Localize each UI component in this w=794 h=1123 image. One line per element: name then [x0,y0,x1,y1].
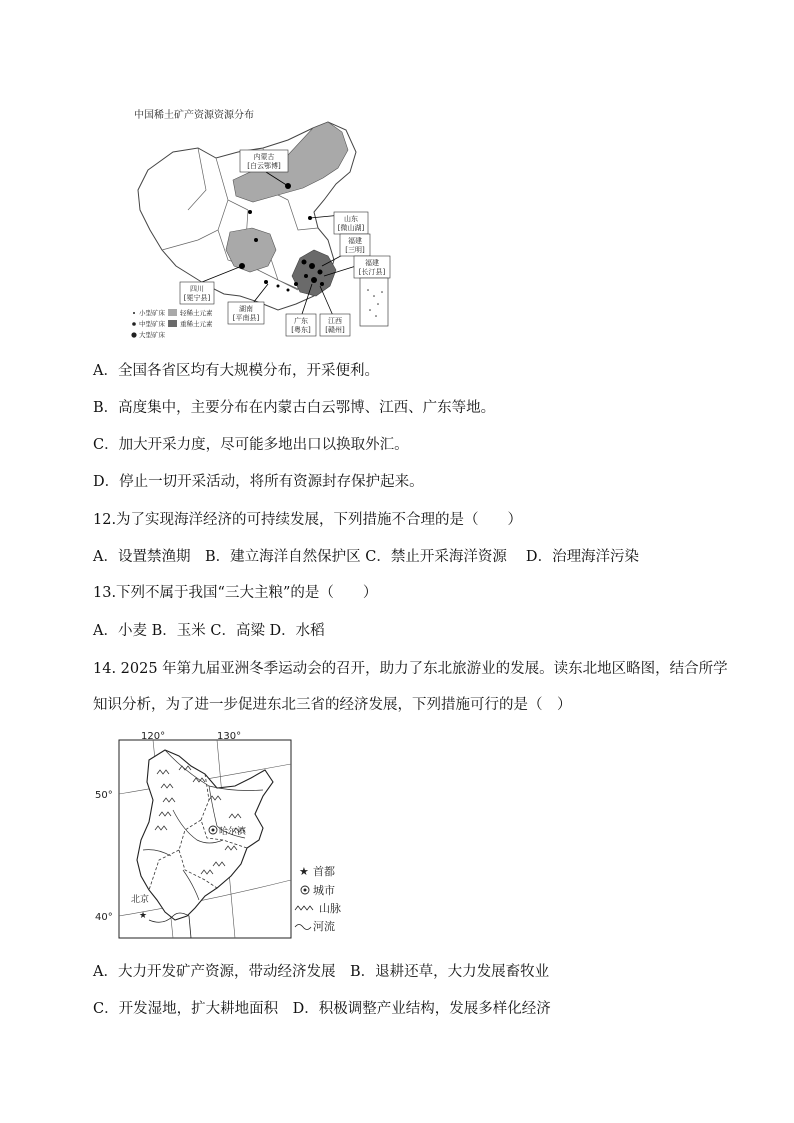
svg-text:中型矿床: 中型矿床 [139,320,165,328]
svg-text:广东: 广东 [294,317,308,325]
svg-text:哈尔滨: 哈尔滨 [219,827,247,837]
q11-option-d: D．停止一切开采活动，将所有资源封存保护起来。 [93,474,424,490]
label-jiangxi [320,314,350,336]
svg-text:★: ★ [139,911,148,921]
q14-options-line1: A．大力开发矿产资源，带动经济发展 B．退耕还草，大力发展畜牧业 [93,964,550,980]
svg-text:小型矿床: 小型矿床 [139,309,165,317]
svg-text:[三明]: [三明] [345,246,365,254]
svg-text:河流: 河流 [313,920,335,933]
q12-options: A．设置禁渔期 B．建立海洋自然保护区 C．禁止开采海洋资源 D．治理海洋污染 [93,549,640,565]
svg-text:内蒙古: 内蒙古 [253,153,275,161]
svg-text:120°: 120° [141,731,166,742]
q12-stem: 12.为了实现海洋经济的可持续发展，下列措施不合理的是（ ） [93,512,523,528]
svg-text:[赣州]: [赣州] [325,326,345,334]
svg-text:福建: 福建 [348,237,362,245]
svg-text:[冕宁县]: [冕宁县] [183,294,211,302]
q14-stem-line2: 知识分析，为了进一步促进东北三省的经济发展，下列措施可行的是（ ） [93,697,572,713]
label-neimenggu [240,150,288,172]
label-guangdong [286,314,316,336]
svg-text:大型矿床: 大型矿床 [139,331,165,339]
label-fujian-changting [354,256,390,278]
map1-legend [131,308,213,339]
map2-legend [295,864,341,933]
svg-text:首都: 首都 [313,865,335,878]
label-sichuan [180,282,214,304]
rare-earth-map [128,100,398,340]
svg-text:130°: 130° [217,731,242,742]
northeast-china-map [95,730,358,945]
q14-stem-line1: 14. 2025 年第九届亚洲冬季运动会的召开，助力了东北旅游业的发展。读东北地区略图，结合所学 [93,661,728,677]
svg-text:40°: 40° [95,912,113,923]
q13-options: A．小麦 B．玉米 C．高粱 D．水稻 [93,623,325,639]
svg-text:[白云鄂博]: [白云鄂博] [247,162,281,170]
label-shandong [334,212,368,234]
svg-text:山东: 山东 [344,215,358,223]
label-hunan [228,302,264,324]
q14-options-line2: C．开发湿地，扩大耕地面积 D．积极调整产业结构，发展多样化经济 [93,1001,551,1017]
svg-text:[粤东]: [粤东] [291,326,311,334]
svg-text:[长汀县]: [长汀县] [358,268,386,276]
svg-text:重稀土元素: 重稀土元素 [180,320,213,328]
svg-text:[微山湖]: [微山湖] [337,224,365,232]
south-china-sea-inset [360,278,388,326]
svg-text:★: ★ [299,865,309,878]
svg-text:四川: 四川 [190,285,204,293]
svg-text:福建: 福建 [365,259,379,267]
svg-text:北京: 北京 [131,895,150,905]
svg-text:城市: 城市 [313,884,335,897]
svg-text:山脉: 山脉 [319,902,341,915]
label-fujian-sanming [340,234,370,256]
q11-option-b: B．高度集中，主要分布在内蒙古白云鄂博、江西、广东等地。 [93,400,496,416]
svg-text:湖南: 湖南 [239,305,253,313]
rare-earth-map-title: 中国稀土矿产资源资源分布 [134,110,254,121]
svg-text:[平南县]: [平南县] [232,314,260,322]
light-rare-earth-sichuan [226,228,276,272]
svg-text:江西: 江西 [328,317,342,325]
svg-text:轻稀土元素: 轻稀土元素 [180,309,213,317]
q11-option-c: C．加大开采力度，尽可能多地出口以换取外汇。 [93,437,409,453]
q11-option-a: A．全国各省区均有大规模分布，开采便利。 [93,363,379,379]
q13-stem: 13.下列不属于我国“三大主粮”的是（ ） [93,585,378,601]
svg-text:50°: 50° [95,790,113,801]
